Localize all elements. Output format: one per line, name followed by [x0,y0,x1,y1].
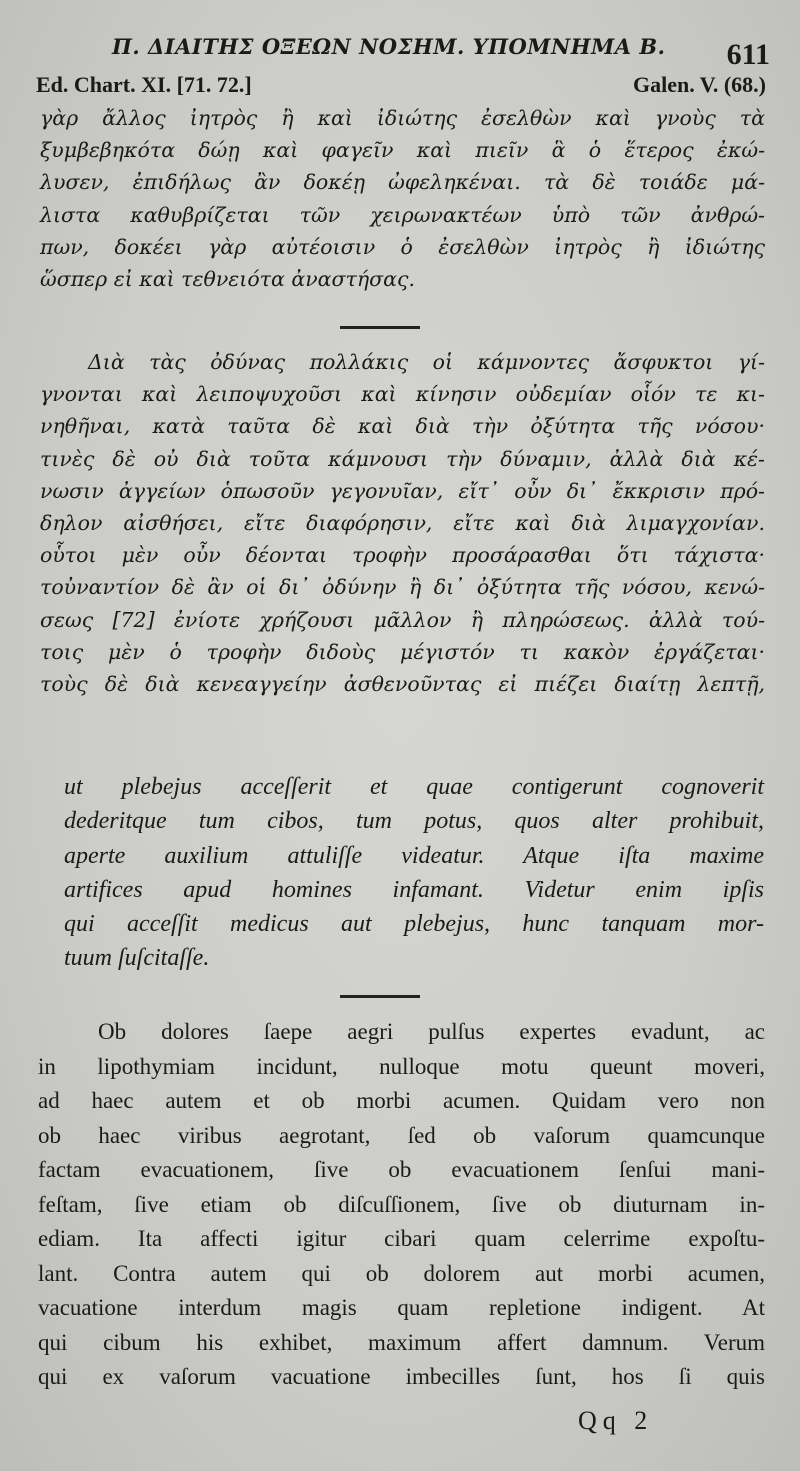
signature-mark: Qq 2 [578,1406,654,1435]
text-line: ξυμβεβηκότα δώῃ καὶ φαγεῖν καὶ πιεῖν ἃ ὁ ἕτερος ἐκώ- [40,138,765,163]
text-line: lant. Contra autem qui ob dolorem aut morbi acumen, [38,1260,765,1286]
text-line: qui cibum his exhibet, maximum affert damnum. Verum [38,1329,765,1355]
text-line: τοὺς δὲ διὰ κενεαγγείην ἀσθενοῦντας εἰ πιέζει διαίτῃ λεπτῇ, [40,672,765,697]
running-head [0,30,800,70]
text-line: qui ex vaſorum vacuatione imbecilles ſunt, hos ſi quis [38,1364,765,1389]
greek-paragraph-continuation [40,102,765,295]
text-line: tuum ſuſcitaſſe. [64,945,210,972]
section-divider [340,995,420,998]
text-line: ut plebejus acceſſerit et quae contigerunt cognoverit [64,774,764,800]
text-line: qui acceſſit medicus aut plebejus, hunc tanquam mor- [64,911,764,938]
text-line: δηλον αἰσθήσει, εἴτε διαφόρησιν, εἴτε καὶ διὰ λιμαγχονίαν. [40,511,765,536]
text-line: γὰρ ἄλλος ἰητρὸς ἢ καὶ ἰδιώτης ἐσελθὼν καὶ γνοὺς τὰ [40,106,765,130]
text-line: factam evacuationem, ſive ob evacuationem ſenſui mani- [38,1157,765,1182]
text-line: Ob dolores ſaepe aegri pulſus expertes evadunt, ac [98,1019,765,1044]
text-line: ad haec autem et ob morbi acumen. Quidam vero non [38,1088,765,1113]
text-line: γνονται καὶ λειποψυχοῦσι καὶ κίνησιν οὐδεμίαν οἷόν τε κι- [40,382,765,407]
section-divider [340,326,420,329]
text-line: ὥσπερ εἰ καὶ τεθνειότα ἀναστήσας. [40,267,415,292]
text-line: ediam. Ita affecti igitur cibari quam celerrime expoſtu- [38,1226,765,1251]
text-line: feſtam, ſive etiam ob diſcuſſionem, ſive ob diuturnam in- [38,1191,765,1217]
text-line: vacuatione interdum magis quam repletione indigent. At [38,1295,765,1320]
latin-italic-paragraph [64,770,764,976]
text-line: aperte auxilium attuliſſe videatur. Atque iſta maxime [64,842,764,869]
text-line: Διὰ τὰς ὀδύνας πολλάκις οἱ κάμνοντες ἄσφυκτοι γί- [88,350,765,374]
text-line: τινὲς δὲ οὐ διὰ τοῦτα κάμνουσι τὴν δύναμιν, ἀλλὰ διὰ κέ- [40,446,765,471]
text-line: τοὐναντίον δὲ ἂν οἱ δι᾽ ὀδύνην ἢ δι᾽ ὀξύτητα τῆς νόσου, κενώ- [40,575,765,600]
text-line: ob haec viribus aegrotant, ſed ob vaſorum quamcunque [38,1122,765,1148]
edition-reference-chart: Ed. Chart. XI. [71. 72.] [36,72,252,97]
page-number: 611 [726,38,770,71]
text-line: σεως [72] ἐνίοτε χρήζουσι μᾶλλον ἢ πληρώσεως. ἀλλὰ τού- [40,607,765,632]
running-title: Π. ΔΙΑΙΤΗΣ ΟΞΕΩΝ ΝΟΣΗΜ. ΥΠΟΜΝΗΜΑ Β. [112,34,666,59]
edition-reference-line [36,72,766,102]
text-line: πων, δοκέει γὰρ αὐτέοισιν ὁ ἐσελθὼν ἰητρὸς ἢ ἰδιώτης [40,234,765,259]
latin-paragraph [38,1015,765,1395]
text-line: λυσεν, ἐπιδήλως ἂν δοκέῃ ὠφεληκέναι. τὰ δὲ τοιάδε μά- [40,170,765,195]
text-line: νηθῆναι, κατὰ ταῦτα δὲ καὶ διὰ τὴν ὀξύτητα τῆς νόσου· [40,414,765,439]
text-line: οὗτοι μὲν οὖν δέονται τροφὴν προσάρασθαι ὅτι τάχιστα· [40,543,765,568]
greek-paragraph-aphorism [40,346,765,700]
text-line: νωσιν ἀγγείων ὁπωσοῦν γεγονυῖαν, εἴτ᾽ οὖν δι᾽ ἔκκρισιν πρό- [40,478,765,503]
text-line: artifices apud homines infamant. Videtur enim ipſis [64,876,764,903]
text-line: dederitque tum cibos, tum potus, quos alter prohibuit, [64,808,764,835]
text-line: λιστα καθυβρίζεται τῶν χειρωνακτέων ὑπὸ τῶν ἀνθρώ- [40,202,765,227]
text-line: in lipothymiam incidunt, nulloque motu queunt moveri, [38,1053,765,1079]
edition-reference-galen: Galen. V. (68.) [632,72,766,97]
text-line: τοις μὲν ὁ τροφὴν διδοὺς μέγιστόν τι κακὸν ἐργάζεται· [40,639,765,664]
